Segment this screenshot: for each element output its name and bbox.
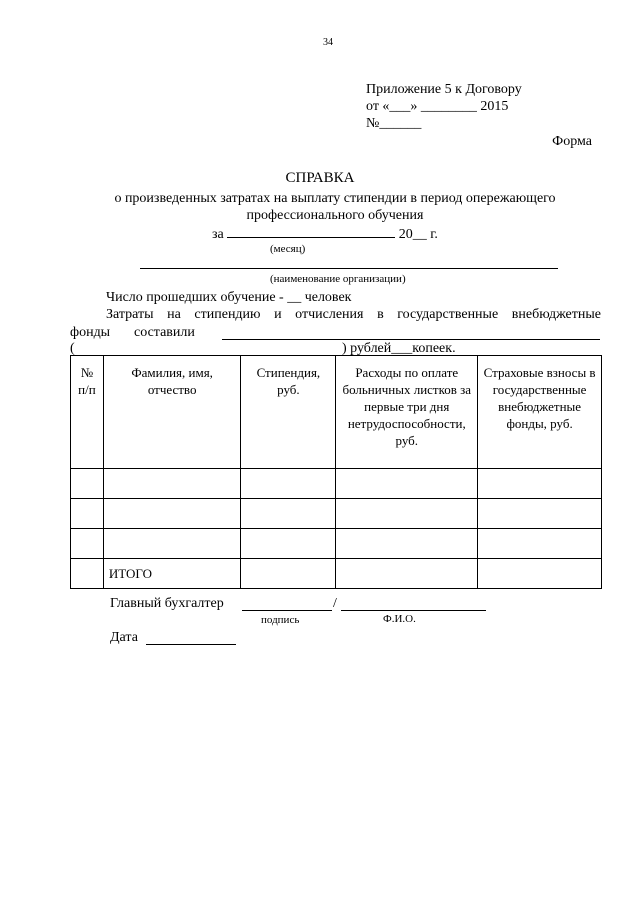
- table-cell: [336, 529, 478, 559]
- table-cell: [71, 499, 104, 529]
- table-cell: [71, 559, 104, 589]
- page-number: 34: [323, 37, 333, 48]
- open-paren: (: [70, 341, 75, 356]
- document-subtitle: о произведенных затратах на выплату стипендии в период опережающего профессионального обучения: [114, 191, 556, 223]
- costs-line-1: Затраты на стипендию и отчисления в государственные внебюджетные: [106, 307, 601, 322]
- period-prefix: за: [212, 227, 224, 242]
- header-stipend: Стипендия, руб.: [241, 356, 336, 469]
- table-cell: [241, 499, 336, 529]
- document-title: СПРАВКА: [285, 170, 355, 186]
- table-header-row: [71, 356, 602, 469]
- table-cell: [71, 469, 104, 499]
- table-cell: [103, 499, 241, 529]
- table-cell: [103, 529, 241, 559]
- date-blank: [146, 644, 236, 645]
- table-cell: [103, 469, 241, 499]
- form-label: Форма: [552, 134, 592, 149]
- date-label: Дата: [110, 630, 138, 645]
- header-sick-leave: Расходы по оплате больничных листков за первые три дня нетрудоспособности, руб.: [336, 356, 478, 469]
- header-full-name: Фамилия, имя, отчество: [103, 356, 241, 469]
- table-cell: [478, 469, 602, 499]
- header-insurance: Страховые взносы в государственные внебюджетные фонды, руб.: [478, 356, 602, 469]
- table-cell: [241, 469, 336, 499]
- month-label: (месяц): [270, 243, 306, 255]
- period-year: 20__ г.: [398, 227, 438, 242]
- organization-blank: [140, 268, 558, 269]
- table-row: [71, 499, 602, 529]
- annex-line-1: Приложение 5 к Договору: [366, 82, 522, 97]
- chief-accountant-label: Главный бухгалтер: [110, 596, 224, 611]
- trainee-count: Число прошедших обучение - __ человек: [106, 290, 352, 305]
- table-cell: [478, 499, 602, 529]
- table-cell: [478, 559, 602, 589]
- rubles-kopecks: ) рублей___копеек.: [342, 341, 456, 356]
- name-blank: [341, 610, 486, 611]
- costs-amount-blank: [222, 339, 600, 340]
- table-cell: [336, 469, 478, 499]
- header-number: № п/п: [71, 356, 104, 469]
- month-blank: [227, 225, 395, 238]
- table-row: [71, 529, 602, 559]
- annex-line-2: от «___» ________ 2015: [366, 99, 509, 114]
- expenses-table: [70, 355, 602, 589]
- table-cell: [241, 559, 336, 589]
- costs-word-funds: фонды: [70, 325, 111, 340]
- table-cell: [241, 529, 336, 559]
- costs-word-amounted: составили: [134, 325, 195, 340]
- table-cell: [478, 529, 602, 559]
- signature-slash: /: [333, 596, 337, 611]
- annex-line-3: №______: [366, 116, 422, 131]
- table-cell: [71, 529, 104, 559]
- name-label: Ф.И.О.: [383, 613, 416, 625]
- period-line: [212, 225, 438, 243]
- table-cell: [336, 499, 478, 529]
- signature-blank: [242, 610, 332, 611]
- organization-label: (наименование организации): [270, 273, 406, 285]
- total-label: ИТОГО: [103, 559, 241, 589]
- table-cell: [336, 559, 478, 589]
- signature-label: подпись: [261, 614, 300, 626]
- table-total-row: [71, 559, 602, 589]
- table-row: [71, 469, 602, 499]
